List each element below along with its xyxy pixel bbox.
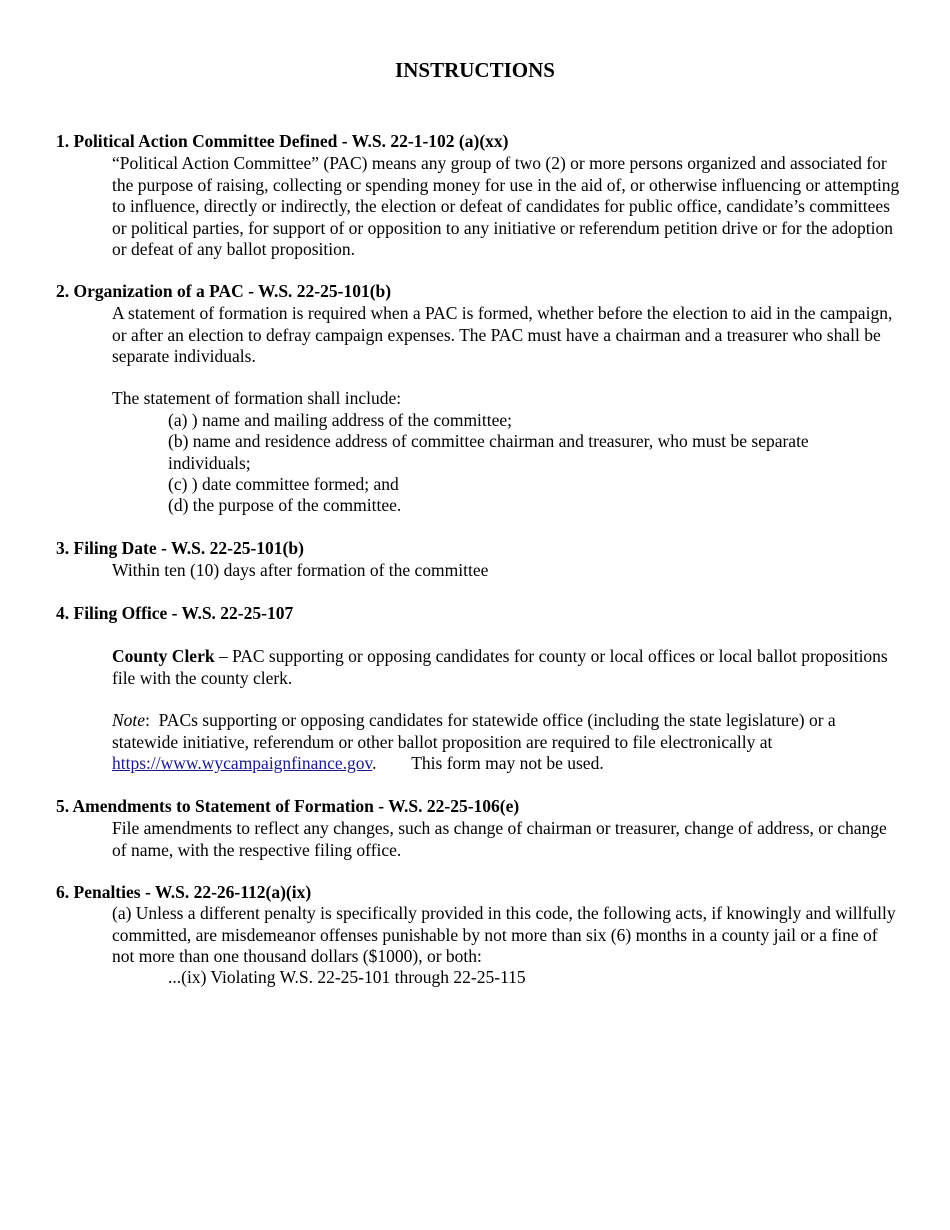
section-4-heading: 4. Filing Office - W.S. 22-25-107 — [56, 603, 294, 623]
note-label: Note — [112, 710, 146, 730]
list-item-a: (a) ) name and mailing address of the committee; — [168, 410, 513, 430]
section-3-heading: 3. Filing Date - W.S. 22-25-101(b) — [56, 538, 304, 558]
list-item-b: (b) name and residence address of committee chairman and treasurer, who must be separate individuals; — [168, 431, 809, 473]
note-text: : PACs supporting or opposing candidates for statewide office (including the state legislature) or a statewide initiative, referendum or other ballot proposition are required to file electronically at — [112, 710, 841, 752]
section-6-heading: 6. Penalties - W.S. 22-26-112(a)(ix) — [56, 882, 312, 902]
section-2-intro: The statement of formation shall include: — [112, 388, 402, 408]
note-after-text: . This form may not be used. — [372, 753, 604, 773]
campaign-finance-link[interactable]: https://www.wycampaignfinance.gov — [112, 753, 373, 773]
section-3-body: Within ten (10) days after formation of the committee — [112, 560, 489, 580]
section-6-body: (a) Unless a different penalty is specifically provided in this code, the following acts, if knowingly and willfully committed, are misdemeanor offenses punishable by not more than six (6) months in a county jail or a fine of not more than one thousand dollars ($1000), or both: — [112, 903, 896, 966]
county-clerk-label: County Clerk — [112, 646, 215, 666]
section-2-body: A statement of formation is required when a PAC is formed, whether before the election to aid in the campaign, or after an election to defray campaign expenses. The PAC must have a chairman and a treasurer who shall be separate individuals. — [112, 303, 893, 366]
note-paragraph — [112, 710, 902, 775]
list-item-d: (d) the purpose of the committee. — [168, 495, 402, 515]
county-clerk-paragraph — [112, 646, 902, 689]
section-5-heading: 5. Amendments to Statement of Formation - W.S. 22-25-106(e) — [56, 796, 520, 816]
section-1-body: “Political Action Committee” (PAC) means any group of two (2) or more persons organized and associated for the purpose of raising, collecting or spending money for use in the aid of, or otherwise influencing or attempting to influence, directly or indirectly, the election or defeat of candidates for public office, candidate’s committees or political parties, for support of or opposition to any initiative or referendum petition drive or for the adoption or defeat of any ballot proposition. — [112, 153, 900, 259]
page-title: INSTRUCTIONS — [395, 58, 555, 82]
section-6-sub-item: ...(ix) Violating W.S. 22-25-101 through 22-25-115 — [168, 967, 526, 987]
section-2-heading: 2. Organization of a PAC - W.S. 22-25-101(b) — [56, 281, 392, 301]
section-5-body: File amendments to reflect any changes, such as change of chairman or treasurer, change of address, or change of name, with the respective filing office. — [112, 818, 887, 860]
county-clerk-text: – PAC supporting or opposing candidates for county or local offices or local ballot propositions file with the county clerk. — [112, 646, 888, 688]
list-item-c: (c) ) date committee formed; and — [168, 474, 399, 494]
section-1-heading: 1. Political Action Committee Defined - W.S. 22-1-102 (a)(xx) — [56, 131, 509, 151]
